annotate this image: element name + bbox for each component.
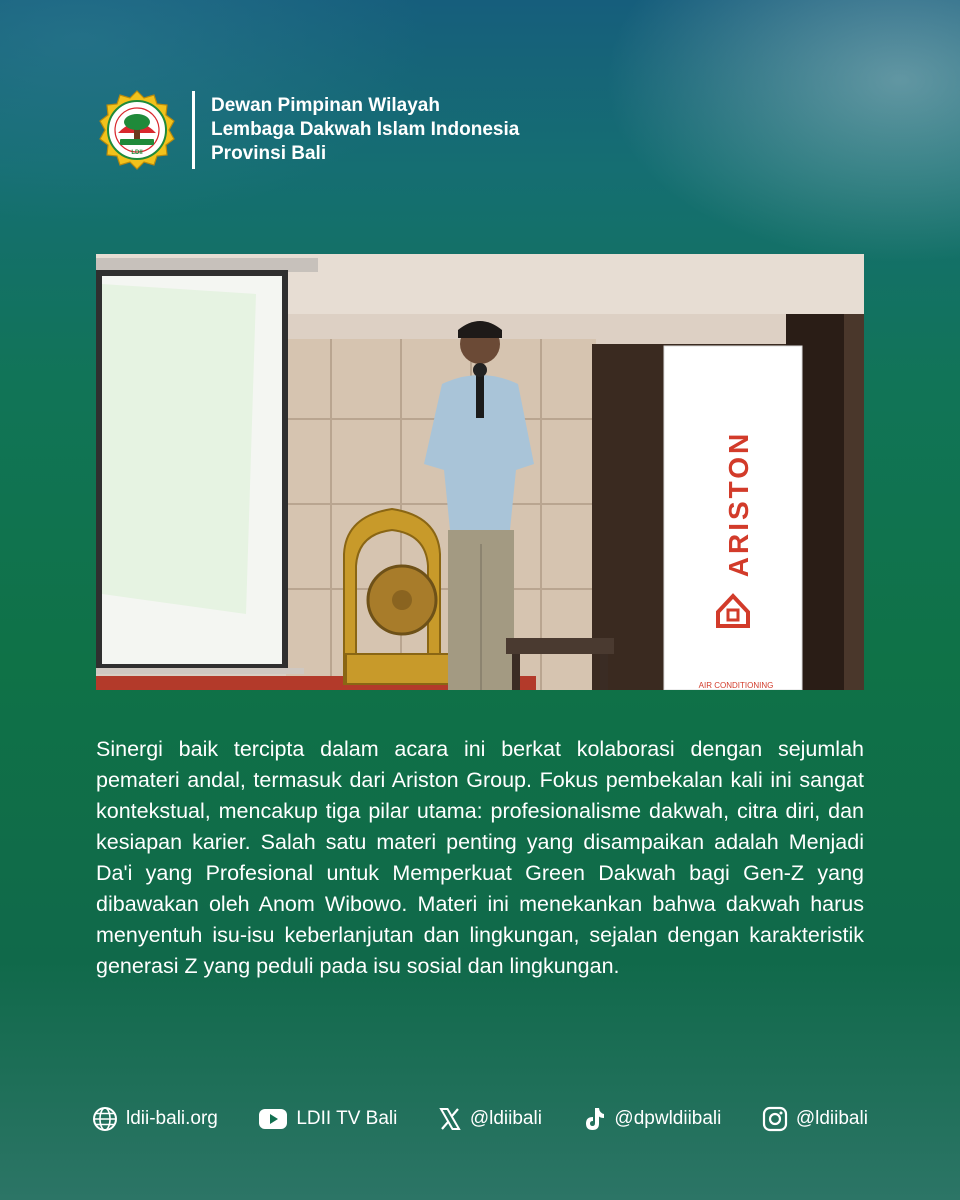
org-line-1: Dewan Pimpinan Wilayah bbox=[211, 95, 440, 116]
x-icon bbox=[438, 1107, 462, 1131]
x-label: @ldiibali bbox=[469, 1108, 542, 1129]
logo-text: LDII bbox=[131, 150, 143, 156]
org-line-3: Provinsi Bali bbox=[211, 143, 327, 164]
instagram-link[interactable] bbox=[762, 1106, 868, 1132]
youtube-icon bbox=[258, 1108, 288, 1130]
globe-icon bbox=[92, 1106, 118, 1132]
youtube-label: LDII TV Bali bbox=[296, 1108, 398, 1129]
instagram-label: @ldiibali bbox=[795, 1108, 868, 1129]
header-divider bbox=[192, 91, 195, 169]
website-link[interactable] bbox=[92, 1106, 218, 1132]
article-paragraph: Sinergi baik tercipta dalam acara ini berkat kolaborasi dengan sejumlah pemateri andal, termasuk dari Ariston Group. Fokus pembekalan kali ini sangat kontekstual, mencakup tiga pilar utama: profesionalisme dakwah, citra diri, dan kesiapan karier. Salah satu materi penting yang disampaikan adalah Menjadi Da'i yang Profesional untuk Memperkuat Green Dakwah bagi Gen-Z yang dibawakan oleh Anom Wibowo. Materi ini menekankan bahwa dakwah harus menyentuh isu-isu keberlanjutan dan lingkungan, sejalan dengan karakteristik generasi Z yang peduli pada isu sosial dan lingkungan. bbox=[96, 737, 864, 978]
social-footer bbox=[92, 1102, 868, 1136]
banner-subtext: AIR CONDITIONING bbox=[698, 681, 774, 690]
event-photo bbox=[96, 254, 864, 690]
header bbox=[96, 88, 519, 172]
tiktok-link[interactable] bbox=[582, 1106, 721, 1132]
x-link[interactable] bbox=[438, 1107, 542, 1131]
youtube-link[interactable] bbox=[258, 1108, 397, 1130]
org-line-2: Lembaga Dakwah Islam Indonesia bbox=[211, 119, 520, 140]
tiktok-label: @dpwldiibali bbox=[614, 1108, 722, 1129]
instagram-icon bbox=[762, 1106, 788, 1132]
website-label: ldii-bali.org bbox=[126, 1108, 218, 1129]
banner-brand: ARISTON bbox=[723, 430, 754, 578]
tiktok-icon bbox=[582, 1106, 606, 1132]
ldii-logo bbox=[96, 89, 178, 171]
organization-name bbox=[211, 94, 519, 166]
